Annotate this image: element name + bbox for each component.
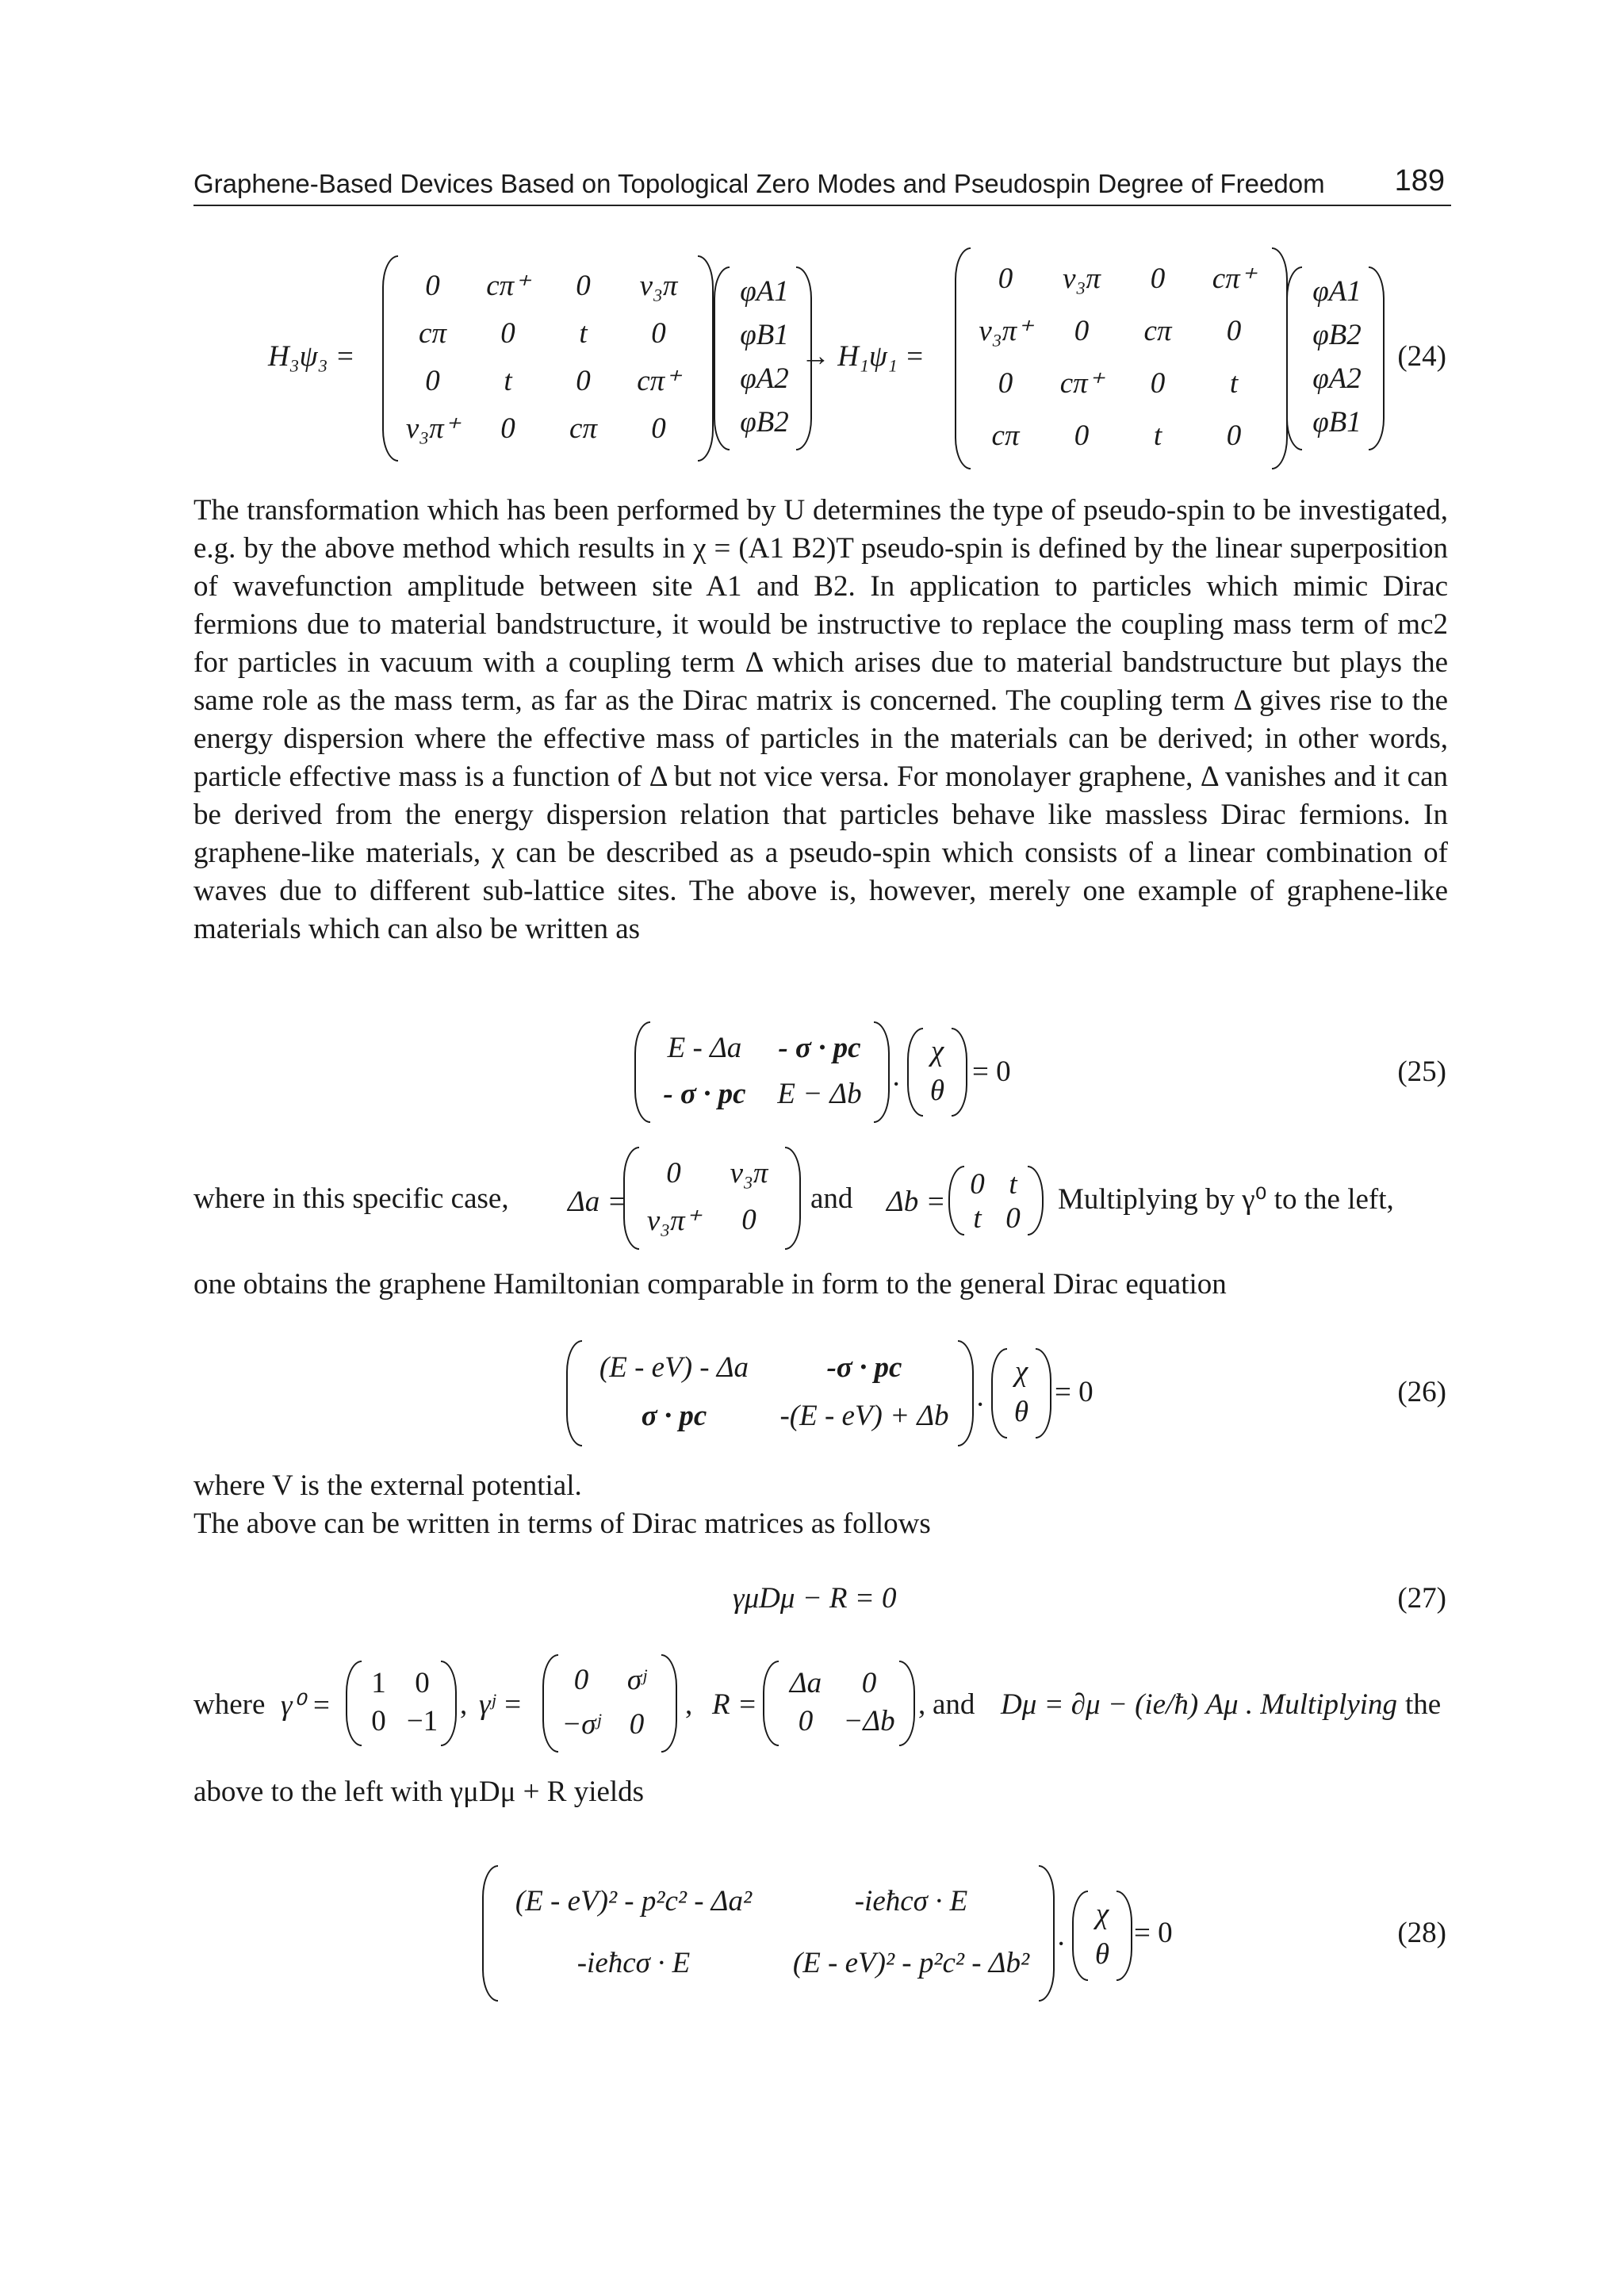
eq24-m1-cell: t	[504, 364, 512, 397]
eq24-vector1	[726, 270, 802, 444]
eq24-m2-cell: v₃π⁺	[979, 315, 1032, 347]
graphene-hamiltonian-text: one obtains the graphene Hamiltonian comparable in form to the general Dirac equation	[193, 1268, 1227, 1301]
eq24-matrix1-right-bracket	[698, 255, 714, 462]
eq25-cell: - σ · pc	[663, 1077, 746, 1110]
eq26-cell: -(E - eV) + Δb	[779, 1400, 949, 1432]
eq26-v-cell: θ	[1013, 1396, 1029, 1428]
the-text: the	[1405, 1688, 1442, 1721]
eq25-cell: - σ · pc	[778, 1031, 861, 1064]
eq24-m1-cell: 0	[425, 364, 440, 397]
eq26-matrix-right-bracket	[958, 1340, 974, 1446]
graphene-hamiltonian-line	[193, 1266, 1448, 1304]
eq24-m2-cell: cπ	[991, 419, 1020, 452]
eq24-vector2	[1299, 270, 1375, 444]
gamma0-label: γ⁰ =	[281, 1689, 331, 1722]
gamma0-cell: 1	[371, 1666, 386, 1699]
gammaj-cell: 0	[629, 1707, 645, 1741]
eq24-v2-cell: φB1	[1312, 406, 1362, 439]
eq28-dot: ·	[1056, 1928, 1067, 1960]
eq26-dot: ·	[975, 1389, 986, 1421]
comma: ,	[918, 1688, 926, 1721]
R-cell: 0	[798, 1704, 814, 1737]
eq25-v-cell: χ	[930, 1034, 944, 1067]
eq24-m1-cell: 0	[651, 316, 666, 350]
eq24-v2-cell: φB2	[1312, 319, 1362, 351]
external-potential-text: where V is the external potential.	[193, 1469, 582, 1502]
gammaj-cell: −σʲ	[561, 1707, 601, 1741]
eq25-dot: ·	[891, 1068, 902, 1101]
eq24-m2-cell: 0	[998, 262, 1013, 295]
eq28-cell: (E - eV)² - p²c² - Δb²	[792, 1946, 1030, 1979]
R-right-bracket	[899, 1661, 915, 1746]
eq24-m1-cell: 0	[425, 269, 440, 302]
eq28-matrix-right-bracket	[1039, 1865, 1055, 2002]
eq28-cell: (E - eV)² - p²c² - Δa²	[515, 1884, 753, 1917]
multiplying-text: Multiplying by γ⁰ to the left,	[1058, 1183, 1394, 1216]
eq24-m2-cell: 0	[1074, 314, 1090, 347]
eq24-v1-cell: φB1	[740, 319, 789, 351]
D-definition: Dμ = ∂μ − (ie/ħ) Aμ . Multiplying	[1001, 1688, 1398, 1721]
eq26-cell: (E - eV) - Δa	[599, 1351, 749, 1384]
gammaj-cell: σʲ	[626, 1663, 647, 1696]
eq26-cell: -σ · pc	[826, 1351, 902, 1384]
eq24-m1-cell: 0	[576, 364, 591, 397]
eq24-m1-cell: v₃π⁺	[405, 412, 460, 445]
eq24-vector2-right-bracket	[1369, 266, 1385, 450]
R-cell: −Δb	[843, 1704, 895, 1737]
eq24-v1-cell: φA1	[740, 275, 789, 308]
eq26-vector	[1004, 1351, 1039, 1432]
eq25-vector	[920, 1031, 955, 1110]
delta-a-matrix	[636, 1150, 787, 1243]
eq25-matrix	[647, 1025, 877, 1117]
eq28-rhs: = 0	[1134, 1917, 1173, 1949]
eq24-m2-cell: 0	[1150, 262, 1166, 295]
eq24-matrix2	[967, 252, 1272, 462]
eq24-m2-cell: t	[1153, 419, 1162, 452]
eq24-m2-cell: 0	[1150, 366, 1166, 400]
eq24-matrix1	[395, 262, 696, 452]
eq25-cell: E − Δb	[777, 1077, 862, 1110]
eq28-matrix	[495, 1870, 1050, 1994]
above-left-text: above to the left with γμDμ + R yields	[193, 1776, 645, 1808]
equation-number-24: (24)	[1397, 340, 1446, 373]
eq24-m2-cell: 0	[1226, 314, 1242, 347]
R-cell: Δa	[789, 1666, 822, 1699]
dirac-matrices-text: The above can be written in terms of Dirac matrices as follows	[193, 1508, 931, 1540]
eq25-v-cell: θ	[929, 1074, 945, 1107]
eq24-m2-cell: cπ⁺	[1059, 367, 1104, 400]
eq24-m2-cell: 0	[1074, 419, 1090, 452]
eq28-cell: -ieħcσ · E	[576, 1946, 691, 1979]
eq24-m1-cell: cπ	[569, 412, 597, 445]
page-number: 189	[1394, 164, 1445, 197]
eq24-v2-cell: φA2	[1312, 362, 1362, 395]
delta-b-cell: t	[973, 1202, 982, 1235]
equation-number-25: (25)	[1397, 1055, 1446, 1088]
delta-a-label: Δa =	[568, 1186, 627, 1218]
paragraph-pseudospin	[193, 492, 1448, 948]
eq24-m1-cell: cπ⁺	[486, 270, 530, 302]
eq26-cell: σ · pc	[641, 1400, 707, 1432]
delta-a-right-bracket	[785, 1147, 801, 1250]
eq24-m1-cell: 0	[576, 269, 591, 302]
gamma0-cell: 0	[371, 1704, 386, 1737]
delta-a-cell: v₃π⁺	[646, 1204, 701, 1237]
eq25-cell: E - Δa	[667, 1031, 742, 1064]
eq28-vector-right-bracket	[1116, 1891, 1132, 1981]
comma: ,	[460, 1688, 468, 1721]
delta-b-cell: t	[1009, 1168, 1017, 1201]
eq24-v1-cell: φA2	[740, 362, 789, 395]
eq24-m1-cell: t	[579, 316, 588, 350]
delta-b-cell: 0	[1005, 1202, 1021, 1235]
eq24-m1-cell: cπ	[419, 316, 446, 350]
eq25-vector-right-bracket	[952, 1028, 967, 1117]
gamma0-right-bracket	[441, 1661, 457, 1746]
delta-b-right-bracket	[1028, 1166, 1044, 1236]
eq28-cell: -ieħcσ · E	[854, 1884, 968, 1917]
where-text: where	[193, 1688, 266, 1721]
R-cell: 0	[861, 1666, 877, 1699]
gammaj-cell: 0	[573, 1663, 589, 1696]
delta-a-cell: 0	[666, 1157, 681, 1190]
equation-number-28: (28)	[1397, 1917, 1446, 1949]
specific-case-text: where in this specific case,	[193, 1182, 509, 1215]
running-title: Graphene-Based Devices Based on Topological Zero Modes and Pseudospin Degree of Freedom	[193, 169, 1325, 198]
eq28-v-cell: θ	[1094, 1938, 1110, 1971]
eq24-m2-cell: cπ⁺	[1212, 262, 1256, 295]
eq26-v-cell: χ	[1014, 1355, 1028, 1388]
equation-27: γμDμ − R = 0	[733, 1582, 897, 1615]
comma: ,	[685, 1688, 693, 1721]
eq24-m2-cell: cπ	[1143, 314, 1172, 347]
eq28-vector	[1085, 1894, 1120, 1975]
eq26-rhs: = 0	[1055, 1376, 1094, 1408]
eq25-matrix-right-bracket	[874, 1021, 890, 1123]
delta-a-cell: v₃π	[730, 1157, 768, 1190]
gammaj-label: γʲ =	[479, 1688, 523, 1721]
eq24-m2-cell: 0	[1226, 419, 1242, 452]
R-label: R =	[712, 1688, 757, 1721]
eq24-m1-cell: cπ⁺	[637, 365, 680, 397]
eq24-m2-cell: v₃π	[1063, 262, 1101, 295]
eq24-matrix2-right-bracket	[1272, 247, 1288, 469]
delta-b-label: Δb =	[887, 1186, 946, 1218]
eq24-v2-cell: φA1	[1312, 275, 1362, 308]
eq28-v-cell: χ	[1095, 1898, 1109, 1930]
gamma0-cell: −1	[406, 1704, 439, 1737]
equation-number-26: (26)	[1397, 1376, 1446, 1408]
eq24-m1-cell: 0	[651, 412, 666, 445]
gammaj-matrix	[553, 1657, 665, 1746]
eq24-lhs: H₃ψ₃ =	[268, 340, 355, 373]
delta-b-cell: 0	[970, 1168, 985, 1201]
running-header	[193, 163, 1451, 206]
eq26-matrix	[579, 1343, 959, 1440]
eq24-m1-cell: 0	[500, 412, 515, 445]
delta-a-cell: 0	[741, 1204, 756, 1236]
equation-number-27: (27)	[1397, 1582, 1446, 1615]
eq24-m1-cell: v₃π	[639, 269, 678, 302]
eq24-m2-cell: t	[1229, 366, 1239, 400]
delta-b-matrix	[959, 1167, 1031, 1235]
eq24-m2-cell: 0	[998, 366, 1013, 400]
eq26-vector-right-bracket	[1036, 1348, 1051, 1439]
external-potential-lines	[193, 1467, 1448, 1543]
gamma0-cell: 0	[415, 1666, 430, 1699]
paragraph-pseudospin-text: The transformation which has been performed by U determines the type of pseudo-spin to be investigated, e.g. by the above method which results in χ = (A1 B2)T pseudo-spin is defined by the linear superposition of wavefunction amplitude between site A1 and B2. In application to particles which mimic Dirac fermions due to material bandstructure, it would be instructive to replace the coupling mass term of mc2 for particles in vacuum with a coupling term Δ which arises due to material bandstructure but plays the same role as the mass term, as far as the Dirac matrix is concerned. The coupling term Δ gives rise to the energy dispersion where the effective mass of particles in the materials can be derived; in other words, particle effective mass is a function of Δ but not vice versa. For monolayer graphene, Δ vanishes and it can be derived from the energy dispersion relation that particles behave like massless Dirac fermions. In graphene-like materials, χ can be described as a pseudo-spin which consists of a linear combination of waves due to different sub-lattice sites. The above is, however, merely one example of graphene-like materials which can also be written as	[193, 494, 1448, 945]
above-left-line	[193, 1773, 1448, 1811]
gamma0-matrix	[357, 1664, 444, 1740]
and-text-2: and	[933, 1688, 975, 1721]
R-matrix	[774, 1664, 901, 1740]
and-text-1: and	[810, 1182, 853, 1215]
eq24-v1-cell: φB2	[740, 406, 789, 439]
eq24-m1-cell: 0	[500, 316, 515, 350]
eq24-mid: → H₁ψ₁ =	[801, 340, 925, 373]
gammaj-right-bracket	[661, 1654, 677, 1753]
eq25-rhs: = 0	[972, 1055, 1011, 1088]
